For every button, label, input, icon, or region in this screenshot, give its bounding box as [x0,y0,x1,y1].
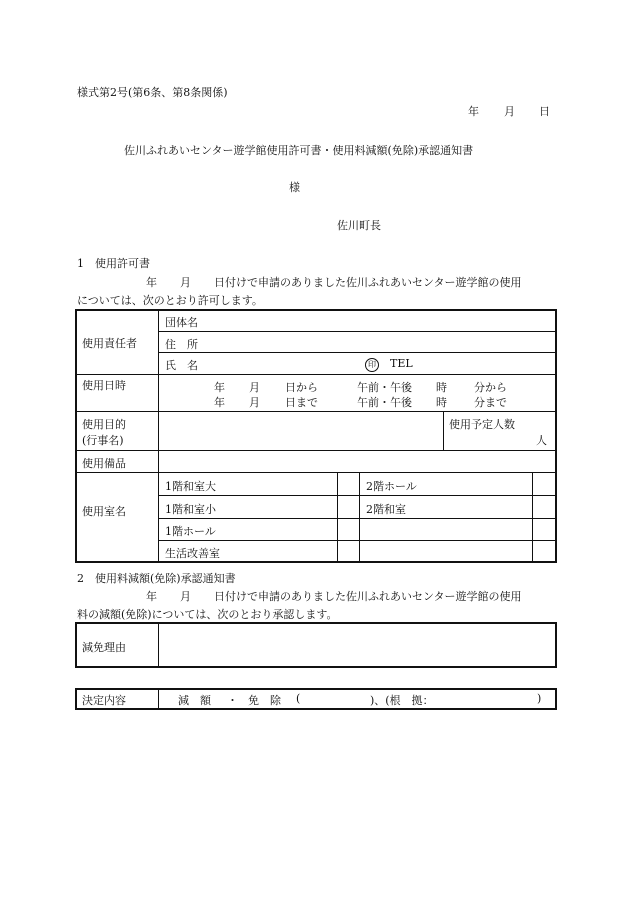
form-number: 様式第2号(第6条、第8条関係) [77,86,228,99]
end-hour: 時 [436,396,447,409]
reduction-reason-box [75,622,557,668]
decision-paren-open: ( [296,692,301,705]
end-ampm: 午前・午後 [357,396,412,409]
date-month-label: 月 [504,105,515,118]
permit-table [75,309,557,563]
section1-intro-line1: 日付けで申請のありました佐川ふれあいセンター遊学館の使用 [214,276,522,289]
start-month: 月 [249,381,260,394]
people-unit: 人 [536,434,547,447]
section1-intro-line2: については、次のとおり許可します。 [77,294,263,307]
end-minute: 分まで [474,396,507,409]
start-year: 年 [214,381,225,394]
decision-label: 決定内容 [82,694,126,707]
decision-separator: ・ [227,694,238,707]
reduction-reason-label: 減免理由 [82,641,126,654]
purpose-label: 使用目的 [82,418,126,431]
section2-intro-line2: 料の減額(免除)については、次のとおり承認します。 [77,608,338,621]
addressee-suffix: 様 [289,181,300,194]
address-label: 住 所 [165,338,198,351]
decision-box [75,688,557,710]
decision-exempt-option: 免 除 [248,694,281,707]
section1-intro-year: 年 [146,276,157,289]
start-hour: 時 [436,381,447,394]
date-year-label: 年 [468,105,479,118]
seal-mark-icon: 印 [365,358,379,372]
issuer-name: 佐川町長 [337,219,381,232]
start-minute: 分から [474,381,507,394]
section1-heading: 1 使用許可書 [77,257,150,270]
room-item: 2階ホール [366,480,417,493]
decision-basis-label: )、(根 拠： [370,694,434,707]
room-item: 生活改善室 [165,547,220,560]
section2-intro-year: 年 [146,590,157,603]
datetime-label: 使用日時 [82,379,126,392]
section2-intro-month: 月 [180,590,191,603]
responsible-label: 使用責任者 [82,337,137,350]
section1-intro-month: 月 [180,276,191,289]
tel-label: TEL [390,357,413,370]
room-item: 1階和室大 [165,480,216,493]
document-title: 佐川ふれあいセンター遊学館使用許可書・使用料減額(免除)承認通知書 [124,144,474,157]
decision-paren-close: ) [537,692,542,705]
start-ampm: 午前・午後 [357,381,412,394]
room-item: 1階和室小 [165,503,216,516]
start-day: 日から [285,381,318,394]
org-name-label: 団体名 [165,316,198,329]
purpose-sublabel: (行事名) [82,434,124,447]
equipment-label: 使用備品 [82,457,126,470]
room-item: 1階ホール [165,525,216,538]
end-month: 月 [249,396,260,409]
section2-heading: 2 使用料減額(免除)承認通知書 [77,572,236,585]
decision-reduce-option: 減 額 [178,694,211,707]
person-name-label: 氏 名 [165,359,198,372]
rooms-label: 使用室名 [82,505,126,518]
date-day-label: 日 [539,105,550,118]
end-day: 日まで [285,396,318,409]
section2-intro-line1: 日付けで申請のありました佐川ふれあいセンター遊学館の使用 [214,590,522,603]
room-item: 2階和室 [366,503,406,516]
expected-people-label: 使用予定人数 [449,418,515,431]
end-year: 年 [214,396,225,409]
